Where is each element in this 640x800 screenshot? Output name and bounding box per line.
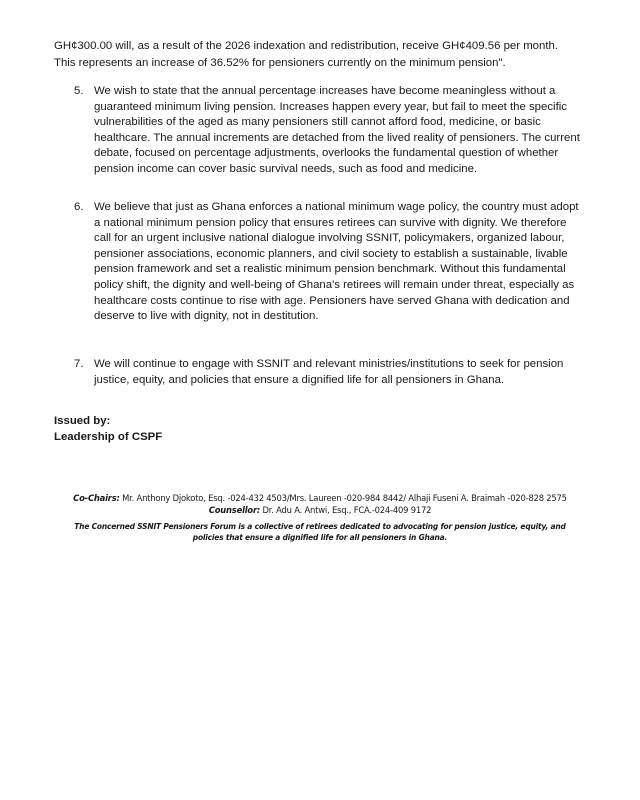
list-item <box>54 357 594 388</box>
cochairs-contacts: Mr. Anthony Djokoto, Esq. -024-432 4503/Mrs. Laureen -020-984 8442/ Alhaji Fuseni A. Braimah -020-828 2575 <box>119 493 567 503</box>
list-item <box>54 200 594 325</box>
letterhead-footer <box>40 492 600 543</box>
forum-tagline: The Concerned SSNIT Pensioners Forum is a collective of retirees dedicated to advocating for pension justice, equity, and <box>74 522 566 531</box>
counsellor-line <box>40 504 600 516</box>
counsellor-label: Counsellor: <box>208 505 261 515</box>
intro-line: GH¢300.00 will, as a result of the 2026 indexation and redistribution, receive GH¢409.56 per month. <box>54 40 559 52</box>
list-item-text: We wish to state that the annual percentage increases have become meaningless without a guaranteed minimum living pension. Increases happen every year, but fail to meet the specific vulnerabilities of the aged as many pensioners still cannot afford food, medicine, or basic healthcare. The annual increments are detached from the lived reality of pensioners. The current debate, focused on percentage adjustments, overlooks the fundamental question of whether pension income can cover basic survival needs, such as food and medicine. <box>94 85 580 175</box>
intro-paragraph <box>54 38 594 72</box>
list-item <box>54 84 594 178</box>
counsellor-contact: Dr. Adu A. Antwi, Esq., FCA.-024-409 9172 <box>260 505 432 515</box>
list-item-number: 7. <box>74 358 84 370</box>
issued-by-block <box>54 413 162 445</box>
list-item-text: We believe that just as Ghana enforces a national minimum wage policy, the country must adopt a national minimum pension policy that ensures retirees can survive with dignity. We therefore call for an urgent inclusive national dialogue involving SSNIT, policymakers, organized labour, pensioner associations, economic planners, and civil society to establish a sustainable, livable pension framework and set a realistic minimum pension benchmark. Without this fundamental policy shift, the dignity and well-being of Ghana's retirees will remain under threat, especially as healthcare costs continue to rise with age. Pensioners have served Ghana with dedication and deserve to live with dignity, not in destitution. <box>94 201 579 323</box>
intro-line: This represents an increase of 36.52% for pensioners currently on the minimum pension". <box>54 57 506 69</box>
cochairs-label: Co-Chairs: <box>73 493 120 503</box>
cochairs-line <box>40 492 600 504</box>
list-item-number: 5. <box>74 85 84 97</box>
list-item-number: 6. <box>74 201 84 213</box>
issued-by-label: Issued by: <box>54 415 111 427</box>
forum-tagline: policies that ensure a dignified life for all pensioners in Ghana. <box>192 533 448 542</box>
list-item-text: We will continue to engage with SSNIT and relevant ministries/institutions to seek for pension justice, equity, and policies that ensure a dignified life for all pensioners in Ghana. <box>94 358 564 386</box>
issuing-organization: Leadership of CSPF <box>54 431 163 443</box>
